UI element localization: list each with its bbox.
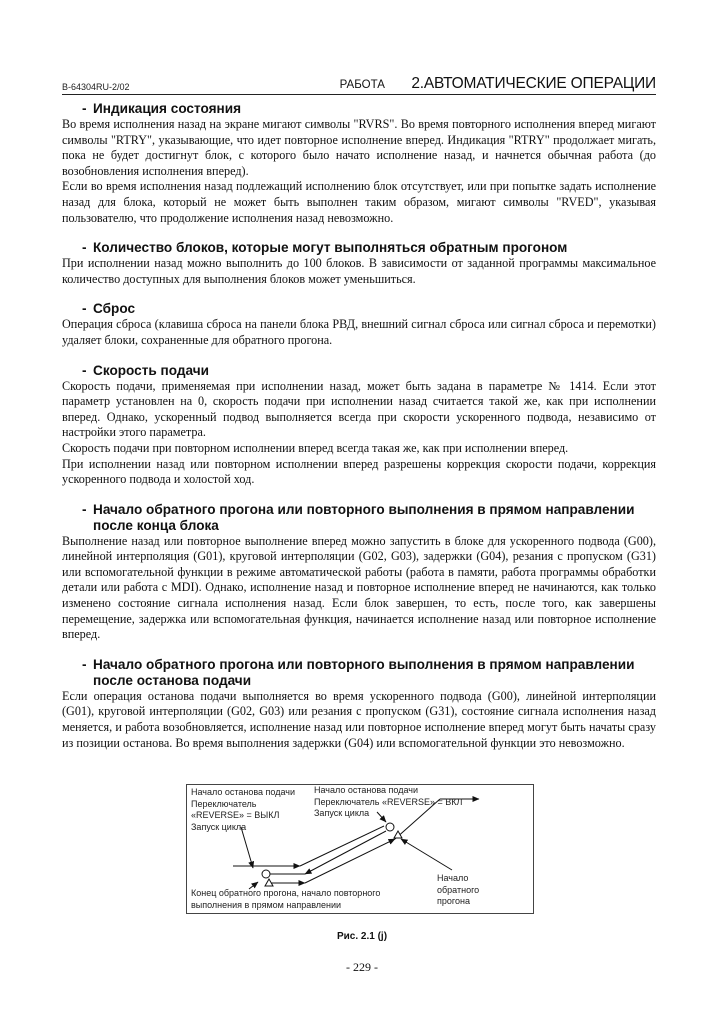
bullet-dash: - (82, 301, 87, 317)
figure-reverse-diagram (186, 784, 534, 914)
label-feed-hold-off (191, 787, 295, 833)
section-heading (62, 101, 656, 117)
section-start-after-block-end (62, 502, 656, 643)
page-number: - 229 - (346, 960, 378, 974)
section-heading (62, 240, 656, 256)
bullet-dash: - (82, 362, 87, 378)
label-line: Запуск цикла (314, 808, 370, 818)
label-line: «REVERSE» = ВЫКЛ (191, 810, 280, 820)
label-line: Конец обратного прогона, начало повторного (191, 888, 381, 898)
paragraph: Скорость подачи, применяемая при исполнении назад, может быть задана в параметре № 1414. Если этот параметр установлен на 0, скорость подачи при исполнении назад считается такой же, как при исполнении вперед. Однако, ускоренный подвод выполняется всегда при скорости ускоренного подвода, независимо от настройки этого параметра. (62, 378, 656, 440)
label-line: Начало (437, 873, 469, 883)
label-line: Переключатель (191, 798, 257, 809)
section-title: Скорость подачи (93, 362, 209, 378)
label-line: обратного (437, 884, 480, 895)
paragraph: Во время исполнения назад на экране мигают символы "RVRS". Во время повторного исполнения вперед мигают символы "RTRY", указывающие, что идет повторное исполнение вперед. Индикация "RTRY" продолжает мигать, пока не будет достигнут блок, с которого было начато исполнение назад, и начнется обычная работа (до возобновления исполнения вперед). (62, 117, 656, 178)
header-section: РАБОТА (339, 79, 385, 91)
paragraph: Если во время исполнения назад подлежащий исполнению блок отсутствует, или при попытке задать исполнение назад для блока, который не может быть выполнен таким образом, мигают символы "RVED", указывая пользователю, что продолжение исполнения назад невозможно. (62, 179, 656, 225)
document-number: B-64304RU-2/02 (62, 82, 130, 92)
section-block-count (62, 240, 656, 287)
section-heading (62, 301, 656, 317)
page-content (62, 101, 656, 751)
header-right (340, 75, 656, 93)
section-feedrate (62, 363, 656, 488)
paragraph: Скорость подачи при повторном исполнении вперед всегда такая же, как при исполнении вперед. (62, 440, 569, 455)
paragraph: Выполнение назад или повторное выполнение вперед можно запустить в блоке для ускоренного подвода (G00), линейной интерполяция (G01), круговой интерполяции (G02, G03), задержки (G04), резания с пропуском (G31) или вспомогательной функции в режиме автоматической работы (работа в памяти, работа программы обработки детали или работа с MDI). Однако, исполнение назад и повторное исполнение вперед не начинаются, как только изменено состояние сигнала исполнения назад. Если блок завершен, то есть, после того, как завершены перемещение, задержка или вспомогательная функция, начинается исполнение назад или повторное исполнение вперед. (62, 533, 656, 642)
label-line: выполнения в прямом направлении (191, 899, 342, 910)
section-title: Количество блоков, которые могут выполняться обратным прогоном (93, 240, 568, 256)
section-heading (62, 657, 656, 689)
section-status-indication (62, 101, 656, 226)
section-heading (62, 502, 656, 534)
label-reverse-start (437, 873, 479, 908)
figure-caption: Рис. 2.1 (j) (336, 931, 388, 942)
paragraph: Если операция останова подачи выполняется во время ускоренного подвода (G00), линейной интерполяции (G01), круговой интерполяции (G02, G03) или резания с пропуском (G31), состояние сигнала исполнения назад меняется, и работа возобновляется, исполнение назад или повторное исполнение вперед могут быть начаты сразу из позиции останова. Во время выполнения задержки (G04) или вспомогательной функции это невозможно. (62, 688, 656, 750)
page-header (62, 75, 656, 95)
paragraph: При исполнении назад можно выполнить до 100 блоков. В зависимости от заданной программы максимальное количество доступных для выполнения блоков может уменьшиться. (62, 256, 656, 286)
header-chapter: 2.АВТОМАТИЧЕСКИЕ ОПЕРАЦИИ (411, 75, 656, 92)
paragraph: При исполнении назад или повторном исполнении вперед разрешены коррекция скорости подачи, коррекция ускоренного подвода и холостой ход. (62, 456, 656, 487)
label-line: Переключатель «REVERSE» = ВКЛ (314, 796, 463, 807)
bullet-dash: - (82, 501, 87, 517)
label-feed-hold-on (314, 785, 462, 820)
section-title: Начало обратного прогона или повторного выполнения в прямом направлении после останова подачи (93, 656, 635, 688)
section-heading (62, 363, 656, 379)
bullet-dash: - (82, 656, 87, 672)
section-title: Индикация состояния (93, 101, 242, 116)
paragraph: Операция сброса (клавиша сброса на панели блока РВД, внешний сигнал сброса или сигнал сброса и перемотки) удаляет блоки, сохраненные для обратного прогона. (62, 317, 656, 347)
section-reset (62, 301, 656, 348)
label-reverse-end (191, 888, 380, 911)
bullet-dash: - (82, 240, 87, 256)
label-line: Начало останова подачи (314, 785, 419, 795)
bullet-dash: - (82, 101, 87, 116)
label-line: прогона (437, 896, 470, 906)
label-line: Запуск цикла (191, 821, 247, 832)
label-line: Начало останова подачи (191, 787, 296, 797)
section-title: Начало обратного прогона или повторного выполнения в прямом направлении после конца блока (93, 501, 635, 533)
section-start-after-feed-hold (62, 657, 656, 751)
section-title: Сброс (93, 301, 136, 317)
